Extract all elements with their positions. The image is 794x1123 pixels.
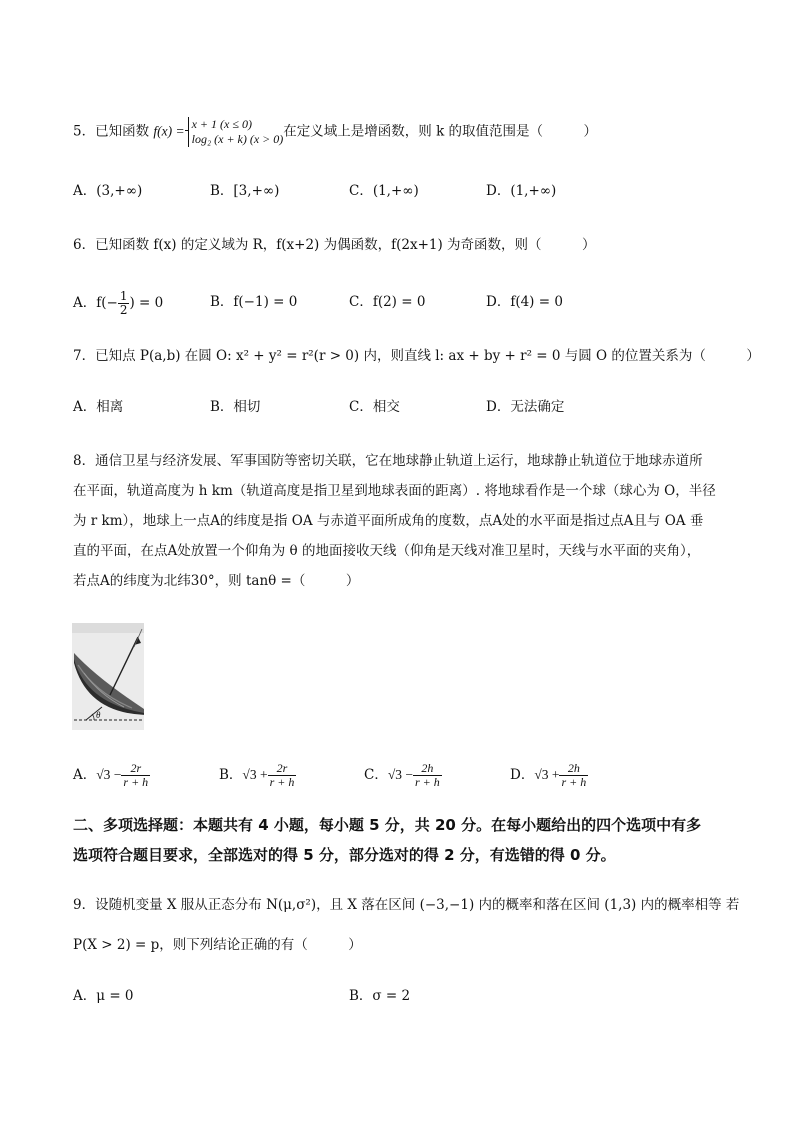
question-8-line-4: 直的平面，在点A处放置一个仰角为 θ 的地面接收天线（仰角是天线对准卫星时，天线与水平面的夹角）， — [73, 543, 701, 559]
q8-option-d[interactable] — [510, 762, 588, 789]
question-5-stem — [73, 117, 597, 147]
q6-option-d[interactable]: D．f(4) = 0 — [486, 294, 563, 310]
q8-option-c-label: C． — [364, 767, 388, 783]
q9-option-a[interactable]: A．μ = 0 — [73, 988, 134, 1004]
q8-option-a-root: √3 − — [96, 767, 122, 782]
q6-option-a-denominator: 2 — [119, 303, 128, 317]
q5-piece-2: log₂ (x + k) (x > 0) — [191, 132, 284, 146]
q7-option-c[interactable]: C．相交 — [349, 399, 400, 415]
q8-option-a-numerator: 2r — [121, 762, 150, 776]
question-8-line-1: 8．通信卫星与经济发展、军事国防等密切关联，它在地球静止轨道上运行，地球静止轨道位于地球赤道所 — [73, 453, 703, 469]
section-2-heading-line-2: 选项符合题目要求，全部选对的得 5 分，部分选对的得 2 分，有选错的得 0 分。 — [73, 846, 616, 864]
q6-option-a-numerator: 1 — [119, 289, 128, 303]
q8-option-c[interactable] — [364, 762, 442, 789]
q8-option-d-numerator: 2h — [559, 762, 588, 776]
q8-option-b-root: √3 + — [242, 767, 268, 782]
q5-function-name: f(x) = — [153, 123, 185, 139]
q5-piece-1: x + 1 (x ≤ 0) — [191, 117, 252, 131]
q6-option-a[interactable] — [73, 290, 163, 317]
q6-option-c[interactable]: C．f(2) = 0 — [349, 294, 426, 310]
question-7-stem: 7．已知点 P(a,b) 在圆 O: x² + y² = r²(r > 0) 内，则直线 l: ax + by + r² = 0 与圆 O 的位置关系为（ ） — [73, 348, 760, 364]
q8-option-d-fraction — [559, 762, 588, 789]
q8-option-b-numerator: 2r — [268, 762, 297, 776]
satellite-dish-figure — [72, 623, 144, 730]
q8-option-d-label: D． — [510, 767, 535, 783]
figure-theta-label: θ — [96, 710, 101, 720]
q8-option-d-root: √3 + — [534, 767, 560, 782]
q8-option-a-denominator: r + h — [123, 775, 149, 789]
q6-option-a-suffix: ) = 0 — [129, 295, 164, 311]
question-9-line-1: 9．设随机变量 X 服从正态分布 N(μ,σ²)，且 X 落在区间 (−3,−1) 内的概率和落在区间 (1,3) 内的概率相等 若 — [73, 897, 740, 913]
q5-option-d[interactable]: D．(1,+∞) — [486, 183, 557, 199]
q8-option-c-fraction — [413, 762, 442, 789]
q8-option-b-label: B． — [219, 767, 243, 783]
q5-option-a[interactable]: A．(3,+∞) — [73, 183, 143, 199]
question-8-line-5: 若点A的纬度为北纬30°，则 tanθ =（ ） — [73, 573, 360, 589]
q5-option-b[interactable]: B．[3,+∞) — [210, 183, 280, 199]
satellite-dish-image — [72, 623, 144, 730]
q8-option-b-denominator: r + h — [269, 775, 295, 789]
q8-option-d-denominator: r + h — [561, 775, 587, 789]
q7-option-d[interactable]: D．无法确定 — [486, 399, 565, 415]
q7-option-a[interactable]: A．相离 — [73, 399, 124, 415]
q6-option-a-fraction — [118, 290, 130, 317]
section-2-heading-line-1: 二、多项选择题：本题共有 4 小题，每小题 5 分，共 20 分。在每小题给出的四个选项中有多 — [73, 816, 702, 834]
question-8-line-3: 为 r km），地球上一点A的纬度是指 OA 与赤道平面所成角的度数，点A处的水平面是指过点A且与 OA 垂 — [73, 513, 704, 529]
q6-option-b[interactable]: B．f(−1) = 0 — [210, 294, 298, 310]
q8-option-a[interactable] — [73, 762, 150, 789]
question-6-stem: 6．已知函数 f(x) 的定义域为 R，f(x+2) 为偶函数，f(2x+1) 为奇函数，则（ ） — [73, 237, 596, 253]
q8-option-c-numerator: 2h — [413, 762, 442, 776]
q7-option-b[interactable]: B．相切 — [210, 399, 261, 415]
q8-option-a-label: A． — [73, 767, 97, 783]
q8-option-a-fraction — [121, 762, 150, 789]
q5-piecewise — [188, 117, 284, 147]
q8-option-b-fraction — [268, 762, 297, 789]
q8-option-c-denominator: r + h — [415, 775, 440, 789]
q5-suffix: 在定义域上是增函数，则 k 的取值范围是（ ） — [283, 123, 598, 140]
q8-option-c-root: √3 − — [387, 767, 413, 782]
q5-prefix: 5．已知函数 — [73, 123, 154, 140]
q8-option-b[interactable] — [219, 762, 296, 789]
question-8-line-2: 在平面，轨道高度为 h km（轨道高度是指卫星到地球表面的距离）. 将地球看作是一个球（球心为 O，半径 — [73, 483, 716, 499]
question-9-line-2: P(X > 2) = p，则下列结论正确的有（ ） — [73, 937, 362, 953]
q9-option-b[interactable]: B．σ = 2 — [349, 988, 411, 1004]
q5-option-c[interactable]: C．(1,+∞) — [349, 183, 419, 199]
q6-option-a-prefix: A．f(− — [73, 295, 118, 311]
